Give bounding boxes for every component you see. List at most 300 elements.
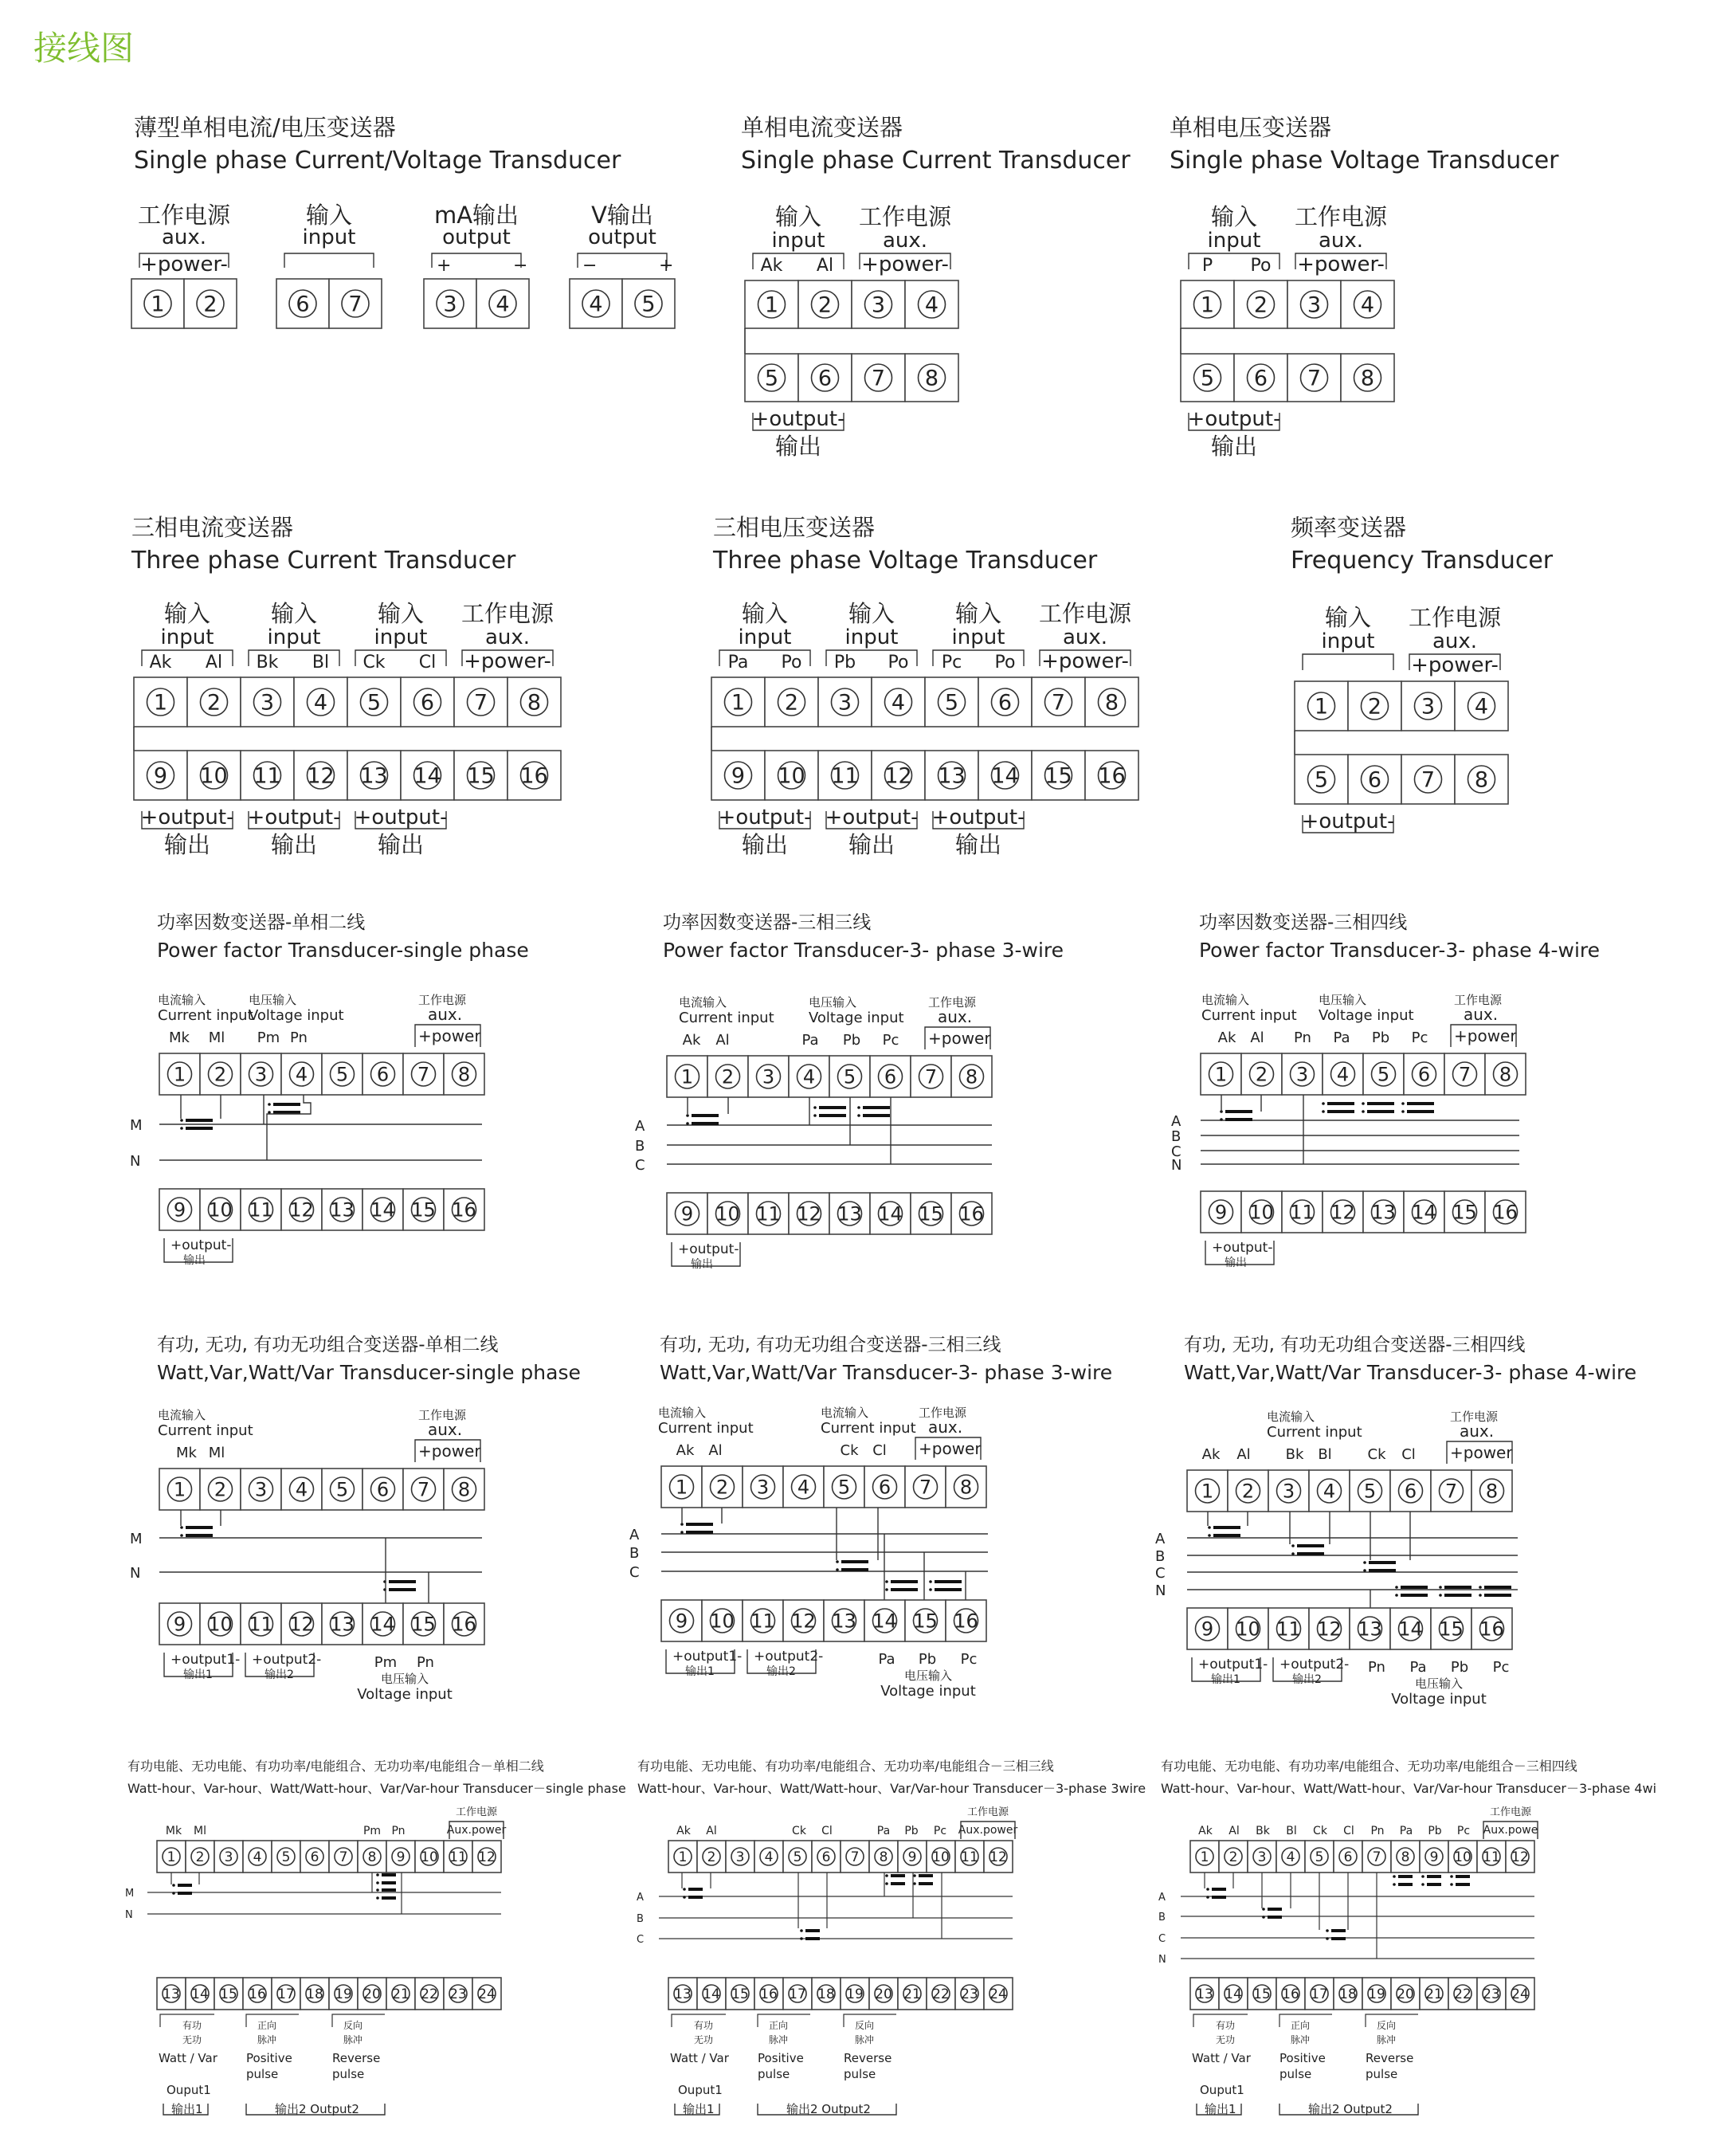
ct-bar [891, 1874, 905, 1877]
label-en: Current input [158, 1007, 253, 1024]
terminal-number: 9 [173, 1198, 186, 1222]
line-label: N [130, 1153, 141, 1170]
pin-label: Pc [1411, 1029, 1428, 1046]
terminal-number: 6 [884, 1065, 897, 1088]
terminal-number: 8 [1360, 366, 1375, 391]
terminal-number: 17 [277, 1986, 295, 2003]
label-en: pulse [1366, 2067, 1398, 2081]
ct-bar [1297, 1552, 1324, 1555]
terminal-number: 10 [1454, 1849, 1471, 1866]
ct-dot [1291, 1544, 1295, 1547]
terminal-number: 9 [675, 1610, 688, 1633]
diagram-watt-3p3w [629, 1335, 1112, 1700]
terminal-number: 21 [903, 1986, 921, 2003]
diagram-single-voltage [1170, 114, 1559, 460]
label-en: Current input [158, 1422, 253, 1439]
terminal-number: 7 [850, 1849, 860, 1866]
group-label-cn: 工作电源 [460, 600, 555, 627]
label-cn: 工作电源 [966, 1806, 1009, 1818]
label-cn: 无功 [182, 2034, 202, 2045]
output-label-en: +output2- [1279, 1657, 1350, 1673]
pin-label: Ak [676, 1825, 691, 1837]
terminal-number: 15 [919, 1202, 943, 1225]
group-label-en: output [442, 225, 511, 249]
ct-dot [683, 1888, 686, 1891]
ct-bar [1331, 1929, 1346, 1932]
pin-label: Pc [960, 1651, 978, 1668]
label-en: pulse [844, 2067, 876, 2081]
label-cn: 正向 [1291, 2020, 1311, 2031]
pin-label: Pb [1450, 1659, 1469, 1676]
group-label-en: aux. [1318, 229, 1364, 253]
diagram-title-en: Power factor Transducer-3- phase 4-wire [1199, 939, 1601, 962]
group-label-en: input [1321, 629, 1375, 653]
terminal-number: 10 [208, 1198, 233, 1222]
ct-bar [819, 1106, 846, 1109]
line-label: A [637, 1892, 644, 1904]
ct-bar [891, 1588, 918, 1591]
group-label-cn: 输入 [1324, 604, 1372, 631]
terminal-number: 13 [938, 763, 966, 789]
terminal-number: 14 [413, 763, 441, 789]
diagram-title-en: Watt-hour、Var-hour、Watt/Watt-hour、Var/Var-hour Transducer－3-phase 4wi [1161, 1781, 1657, 1796]
terminal-number: 16 [1493, 1201, 1518, 1224]
ct-dot [1362, 1110, 1365, 1113]
ct-dot [1220, 1118, 1223, 1121]
terminal-number: 17 [1311, 1986, 1328, 2003]
ct-bar [805, 1929, 820, 1932]
line-label: B [635, 1138, 645, 1155]
ct-dot [1395, 1594, 1398, 1597]
terminal-number: 11 [449, 1849, 467, 1866]
label-en: aux. [1460, 1422, 1495, 1441]
diagram-title-en: Watt,Var,Watt/Var Transducer-3- phase 3-wire [660, 1361, 1113, 1384]
label-sub: +power [418, 1441, 481, 1461]
ct-bar [841, 1560, 868, 1563]
terminal-number: 3 [260, 690, 275, 716]
terminal-number: 23 [961, 1986, 978, 2003]
terminal-number: 12 [289, 1198, 314, 1222]
diagram-title-en: Watt-hour、Var-hour、Watt/Watt-hour、Var/Var-hour Transducer－3-phase 3wire [637, 1781, 1146, 1796]
terminal-number: 15 [1253, 1986, 1271, 2003]
pin-label: Pn [391, 1825, 406, 1837]
label-cn: 电流输入 [1267, 1410, 1315, 1424]
output-label-en: +output- [1301, 810, 1395, 833]
terminal-number: 13 [832, 1610, 856, 1633]
output-label-en: +output- [170, 1237, 232, 1253]
label-en: aux. [938, 1007, 973, 1026]
pin-label: Al [816, 256, 834, 276]
ct-bar [1297, 1544, 1324, 1547]
terminal-number: 6 [310, 1849, 319, 1866]
terminal-number: 1 [731, 690, 746, 716]
terminal-number: 7 [1421, 767, 1436, 793]
terminal-number: 11 [249, 1613, 273, 1636]
terminal-number: 14 [1412, 1201, 1436, 1224]
label-en: Watt / Var [1192, 2051, 1251, 2065]
diagram-title-en: Three phase Current Transducer [131, 547, 516, 575]
pin-label: Pn [1370, 1825, 1385, 1837]
terminal-number: 1 [1314, 694, 1329, 720]
group-label-sub: +power- [140, 253, 228, 276]
label-cn: 脉冲 [257, 2034, 277, 2045]
ct-bar [1398, 1883, 1413, 1886]
group-label-en: input [951, 625, 1005, 649]
label-cn: 电流输入 [158, 1408, 206, 1422]
terminal-number: 4 [1336, 1063, 1350, 1086]
group-label-cn: 输入 [1210, 203, 1258, 230]
line-label: N [1155, 1582, 1166, 1599]
terminal-number: 10 [1236, 1618, 1260, 1641]
line-label: A [1158, 1892, 1166, 1904]
output-label-cn: 输出 [741, 831, 789, 858]
output-label-en: +output- [1212, 1240, 1273, 1256]
ct-bar [1456, 1875, 1470, 1878]
output-label-cn: 输出2 Output2 [786, 2102, 871, 2116]
terminal-number: 8 [367, 1849, 377, 1866]
label-cn: 电流输入 [821, 1406, 869, 1420]
terminal-number: 10 [715, 1202, 740, 1225]
label-cn: 电压输入 [1319, 993, 1367, 1007]
terminal-number: 1 [675, 1476, 688, 1499]
ct-dot [836, 1560, 839, 1563]
group-label-en: aux. [161, 225, 207, 249]
line-label: M [125, 1888, 135, 1900]
output-label-cn: 输出 [691, 1258, 713, 1271]
ct-dot [913, 1874, 916, 1877]
output-label-en: +output- [825, 806, 919, 829]
terminal-number: 7 [1444, 1480, 1458, 1503]
ct-dot [172, 1892, 175, 1895]
polarity: − [582, 256, 598, 276]
terminal-number: 2 [1255, 1063, 1268, 1086]
diagram-title-cn: 有功电能、无功电能、有功功率/电能组合、无功功率/电能组合－三相四线 [1161, 1759, 1577, 1774]
pin-label: Al [1250, 1029, 1264, 1046]
terminal-number: 22 [421, 1986, 438, 2003]
label-cn: 工作电源 [418, 1408, 467, 1422]
group-label-cn: 工作电源 [137, 202, 231, 229]
ct-dot [1206, 1896, 1209, 1899]
diagram-title-en: Single phase Voltage Transducer [1170, 147, 1559, 175]
terminal-number: 11 [249, 1198, 273, 1222]
ct-dot [1322, 1102, 1325, 1105]
diagram-pf-single [130, 912, 529, 1267]
label-cn: 反向 [343, 2020, 363, 2031]
terminal-number: 15 [1452, 1201, 1477, 1224]
terminal-number: 3 [1307, 292, 1322, 318]
ct-dot [268, 1111, 271, 1114]
pin-label: Pa [1333, 1029, 1350, 1046]
ct-bar [1225, 1118, 1252, 1121]
diagram-title-cn: 三相电流变送器 [131, 514, 294, 541]
ct-bar [1213, 1534, 1240, 1537]
terminal-number: 11 [750, 1610, 775, 1633]
terminal-number: 4 [589, 292, 603, 317]
label-en: Aux.powe [1483, 1824, 1538, 1837]
terminal-number: 6 [1343, 1849, 1353, 1866]
diagram-title-en: Single phase Current/Voltage Transducer [134, 147, 621, 175]
terminal-number: 8 [1401, 1849, 1410, 1866]
diagram-energy-3p4w [1158, 1759, 1656, 2116]
output-label-en: +output- [718, 806, 812, 829]
ct-dot [686, 1114, 689, 1117]
ct-dot [929, 1580, 932, 1583]
label-en: Reverse [1366, 2051, 1414, 2065]
ct-bar [863, 1114, 890, 1117]
pin-label: Ck [362, 653, 386, 673]
pin-label: Pb [1428, 1825, 1442, 1837]
diagram-title-cn: 功率因数变送器-三相四线 [1199, 912, 1408, 933]
ct-bar [1407, 1110, 1434, 1113]
group-label-cn: 输入 [741, 600, 789, 627]
label-en: Reverse [332, 2051, 381, 2065]
ct-bar [1367, 1102, 1394, 1105]
terminal-number: 10 [208, 1613, 233, 1636]
terminal-number: 9 [907, 1849, 917, 1866]
label-en: aux. [428, 1420, 463, 1439]
pin-label: Pm [374, 1654, 398, 1671]
ct-dot [836, 1568, 839, 1571]
pin-label: Bl [1318, 1446, 1332, 1463]
group-label-sub: +power- [1041, 649, 1129, 673]
ct-bar [1427, 1883, 1441, 1886]
terminal-number: 16 [249, 1986, 266, 2003]
group-label-cn: V输出 [591, 202, 653, 229]
label-en: pulse [246, 2067, 279, 2081]
label-cn: 电压输入 [249, 993, 297, 1007]
terminal-number: 5 [764, 366, 779, 391]
diagram-three-voltage [711, 514, 1138, 858]
terminal-number: 16 [520, 763, 548, 789]
pin-label: Pa [876, 1825, 891, 1837]
ct-bar [1369, 1569, 1396, 1572]
ct-bar [1327, 1110, 1354, 1113]
ct-bar [1444, 1586, 1471, 1589]
pin-label: Bk [1285, 1446, 1304, 1463]
output-label-cn: 输出1 [685, 1665, 715, 1678]
terminal-number: 2 [1253, 292, 1268, 318]
terminal-number: 10 [778, 763, 805, 789]
terminal-number: 4 [891, 690, 906, 716]
diagram-frequency [1291, 514, 1554, 833]
ct-dot [1208, 1534, 1211, 1537]
polarity: − [513, 256, 528, 276]
terminal-number: 3 [254, 1478, 268, 1501]
label-en: Positive [1279, 2051, 1326, 2065]
label-cn: 电压输入 [809, 995, 857, 1010]
pin-label: Pa [801, 1032, 819, 1049]
terminal-number: 1 [167, 1849, 176, 1866]
pin-label: Pm [362, 1825, 382, 1837]
terminal-number: 3 [735, 1849, 745, 1866]
pin-label: Pa [727, 653, 749, 673]
pin-label: Mk [165, 1825, 182, 1837]
group-label-en: aux. [1062, 625, 1108, 649]
label-cn: 有功 [694, 2020, 714, 2031]
group-label-cn: 工作电源 [1408, 604, 1502, 631]
terminal-number: 22 [932, 1986, 950, 2003]
ct-bar [805, 1937, 820, 1940]
terminal-number: 6 [376, 1063, 390, 1086]
pin-label: Ak [1201, 1446, 1221, 1463]
ct-dot [1450, 1875, 1453, 1878]
ct-bar [178, 1884, 192, 1887]
label-cn: 工作电源 [928, 995, 977, 1010]
output-label-cn: 输出1 [1211, 1673, 1240, 1686]
terminal-number: 16 [452, 1613, 476, 1636]
terminal-number: 9 [680, 1202, 694, 1225]
ct-dot [1393, 1875, 1396, 1878]
group-label-sub: +power- [861, 253, 949, 276]
line-label: N [1158, 1954, 1166, 1966]
output-label-en: Ouput1 [1200, 2083, 1244, 2097]
terminal-number: 15 [913, 1610, 938, 1633]
terminal-number: 2 [206, 690, 221, 716]
output-label-en: +output- [140, 806, 234, 829]
diagram-title-cn: 有功电能、无功电能、有功功率/电能组合、无功功率/电能组合－三相三线 [637, 1759, 1054, 1774]
pin-label: Cl [821, 1825, 833, 1837]
ct-bar [186, 1534, 213, 1537]
terminal-number: 2 [1229, 1849, 1238, 1866]
terminal-number: 4 [496, 292, 510, 317]
label-en: Voltage input [880, 1683, 976, 1700]
label-cn: 工作电源 [455, 1806, 498, 1818]
ct-bar [1444, 1594, 1471, 1597]
terminal-number: 2 [214, 1478, 227, 1501]
diagram-energy-3p3w [637, 1759, 1146, 2116]
ct-bar [688, 1888, 703, 1891]
group-label-cn: 工作电源 [858, 203, 952, 230]
label-cn: 电压输入 [903, 1669, 953, 1683]
terminal-number: 16 [452, 1198, 476, 1222]
diagram-title-cn: 有功, 无功, 有功无功组合变送器-单相二线 [157, 1335, 499, 1355]
ct-dot [857, 1114, 860, 1117]
ct-bar [1398, 1875, 1413, 1878]
terminal-number: 1 [764, 292, 779, 318]
group-label-en: output [588, 225, 656, 249]
group-label-en: input [302, 225, 356, 249]
label-en: Voltage input [1391, 1691, 1487, 1708]
pin-label: Al [715, 1032, 730, 1049]
ct-dot [800, 1937, 803, 1940]
pin-label: Ak [682, 1032, 701, 1049]
terminal-number: 7 [1372, 1849, 1381, 1866]
terminal-number: 9 [396, 1849, 406, 1866]
ct-dot [857, 1106, 860, 1109]
label-sub: +power [1450, 1443, 1513, 1462]
label-en: aux. [928, 1418, 963, 1437]
group-label-cn: 工作电源 [1294, 203, 1388, 230]
ct-dot [1439, 1586, 1442, 1589]
output-label-cn: 输出 [954, 831, 1002, 858]
output-label-cn: 输出2 [766, 1665, 796, 1678]
pin-label: Pa [1409, 1659, 1427, 1676]
terminal-number: 2 [707, 1849, 716, 1866]
ct-bar [692, 1114, 719, 1117]
terminal-number: 3 [1295, 1063, 1309, 1086]
label-sub: +power [919, 1439, 982, 1458]
terminal-number: 10 [932, 1849, 950, 1866]
ct-dot [1439, 1594, 1442, 1597]
terminal-number: 8 [1104, 690, 1119, 716]
ct-bar [389, 1580, 416, 1583]
terminal-number: 8 [959, 1476, 973, 1499]
terminal-number: 4 [1360, 292, 1375, 318]
terminal-number: 5 [1314, 767, 1329, 793]
terminal-number: 23 [1483, 1986, 1500, 2003]
group-label-cn: 输入 [305, 202, 353, 229]
terminal-number: 6 [878, 1476, 892, 1499]
terminal-number: 12 [1317, 1618, 1342, 1641]
terminal-number: 13 [360, 763, 388, 789]
terminal-number: 15 [411, 1613, 436, 1636]
terminal-number: 15 [220, 1986, 237, 2003]
label-cn: 反向 [855, 2020, 875, 2031]
terminal-number: 15 [1439, 1618, 1464, 1641]
terminal-number: 6 [1417, 1063, 1431, 1086]
terminal-number: 18 [817, 1986, 835, 2003]
terminal-number: 11 [1276, 1618, 1301, 1641]
terminal-number: 10 [710, 1610, 735, 1633]
terminal-number: 7 [1051, 690, 1066, 716]
diagram-pf-3p4w [1171, 912, 1600, 1269]
ct-dot [913, 1882, 916, 1885]
ct-dot [929, 1588, 932, 1591]
terminal-number: 24 [478, 1986, 496, 2003]
terminal-number: 10 [200, 763, 228, 789]
output-label-en: +output- [354, 806, 448, 829]
ct-dot [1291, 1552, 1295, 1555]
terminal-number: 6 [997, 690, 1013, 716]
group-label-en: input [844, 625, 899, 649]
label-sub: +power [1454, 1026, 1517, 1045]
terminal-number: 6 [1367, 767, 1382, 793]
ct-dot [1206, 1888, 1209, 1891]
terminal-number: 2 [203, 292, 217, 317]
ct-dot [1363, 1569, 1366, 1572]
terminal-number: 20 [363, 1986, 381, 2003]
ct-bar [935, 1588, 962, 1591]
output-label-cn: 输出 [848, 831, 895, 858]
ct-dot [885, 1874, 888, 1877]
ct-dot [1326, 1937, 1329, 1940]
terminal-number: 2 [784, 690, 799, 716]
terminal-number: 5 [641, 292, 656, 317]
ct-dot [1401, 1110, 1405, 1113]
line-label: B [637, 1913, 644, 1925]
group-label-cn: 输入 [954, 600, 1002, 627]
output-label-cn: 输出1 [171, 2102, 203, 2116]
line-label: B [1158, 1912, 1166, 1924]
terminal-number: 4 [295, 1478, 308, 1501]
ct-dot [1479, 1586, 1482, 1589]
terminal-number: 4 [253, 1849, 262, 1866]
terminal-number: 7 [1458, 1063, 1471, 1086]
label-cn: 脉冲 [1377, 2034, 1397, 2045]
label-cn: 有功 [182, 2020, 202, 2031]
terminal-number: 19 [1368, 1986, 1385, 2003]
group-label-en: input [374, 625, 428, 649]
pin-label: Al [706, 1825, 717, 1837]
output-label-en: +output- [751, 407, 845, 431]
pin-label: Pb [904, 1825, 919, 1837]
pin-label: P [1201, 256, 1213, 276]
label-en: Current input [821, 1420, 916, 1437]
group-label-en: aux. [882, 229, 928, 253]
terminal-number: 13 [674, 1986, 692, 2003]
diagram-title-en: Three phase Voltage Transducer [713, 547, 1098, 575]
ct-dot [1262, 1908, 1265, 1911]
